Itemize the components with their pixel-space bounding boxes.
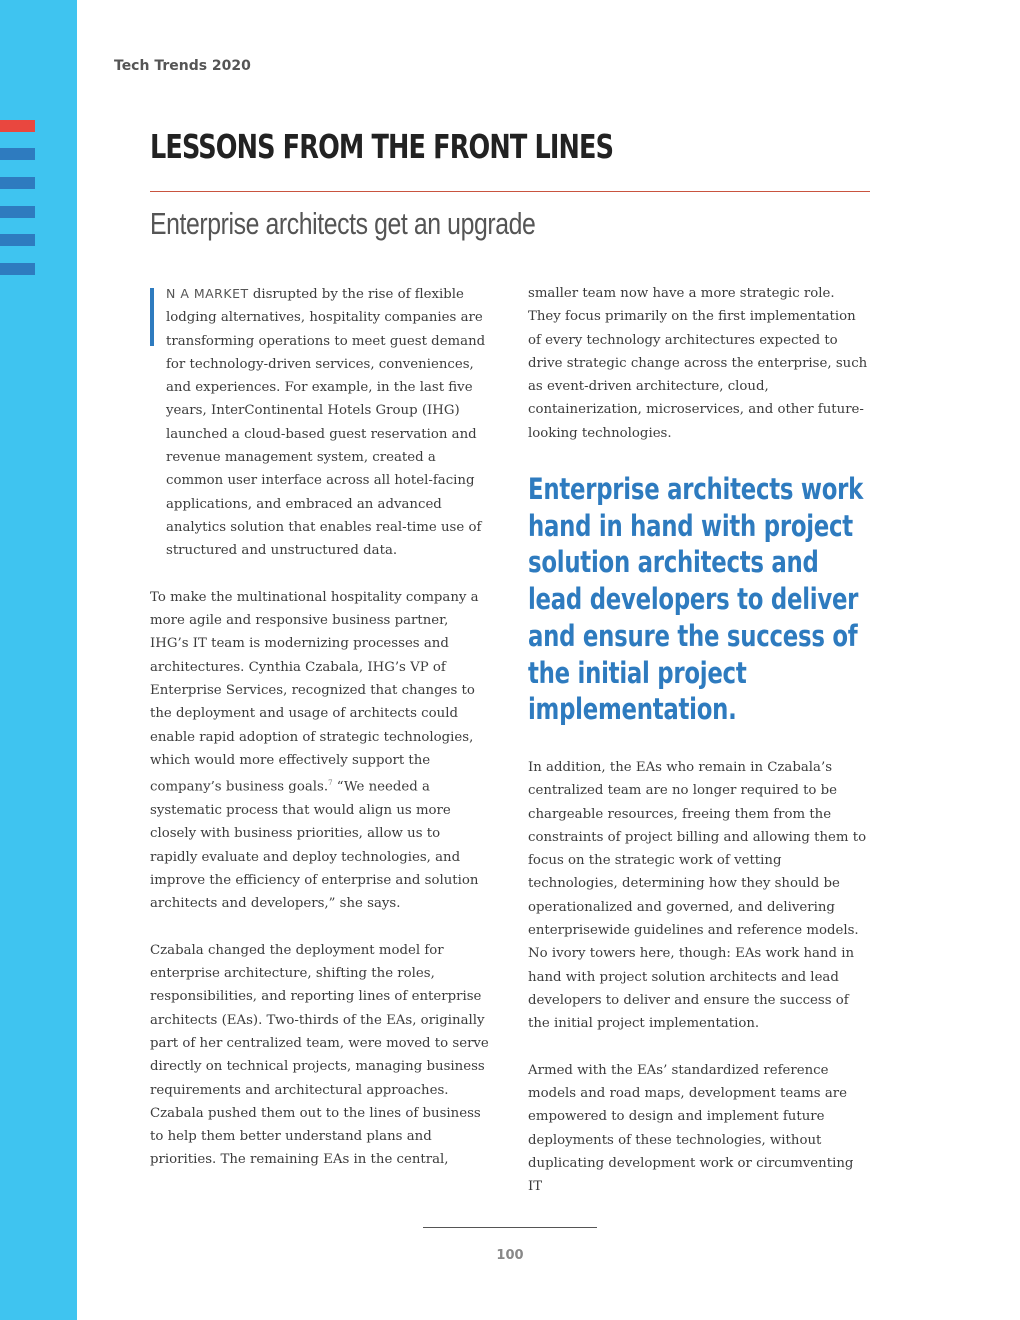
body-paragraph-3: Czabala changed the deployment model for enterprise architecture, shifting the roles, responsibilities, and reporting lines of enterprise architects (EAs). Two-thirds of the EAs, originally part of her centralized team, were moved to serve directly on technical projects, managing business requirements and architectural approaches. Czabala pushed them out to the lines of business to help them better understand plans and priorities. The remaining EAs in the central, bbox=[150, 942, 489, 1168]
dropcap-bar bbox=[150, 288, 154, 346]
stripe-blue-2 bbox=[0, 177, 35, 189]
section-title: LESSONS FROM THE FRONT LINES bbox=[150, 127, 614, 166]
body-paragraph-5: In addition, the EAs who remain in Czabala’s centralized team are no longer required to be chargeable resources, freeing them from the constraints of project billing and allowing them to focus on the strategic work of vetting technologies, determining how they should be operationalized and governed, and delivering enterprisewide guidelines and reference models. No ivory towers here, though: EAs work hand in hand with project solution architects and lead developers to deliver and ensure the success of the initial project implementation. bbox=[528, 760, 867, 1032]
body-paragraph-2 bbox=[150, 586, 490, 916]
right-column bbox=[528, 282, 870, 1222]
body-paragraph-6: Armed with the EAs’ standardized reference models and road maps, development teams are empowered to design and implement future deployments of these technologies, without duplicating development work or circumventing IT bbox=[528, 1062, 854, 1195]
body-paragraph-1 bbox=[150, 282, 490, 563]
stripe-blue-3 bbox=[0, 206, 35, 218]
running-head: Tech Trends 2020 bbox=[114, 58, 251, 74]
endnote-marker[interactable]: 7 bbox=[328, 779, 333, 788]
paragraph-2-text: To make the multinational hospitality company a more agile and responsive business partner, IHG’s IT team is modernizing processes and architectures. Cynthia Czabala, IHG’s VP of Enterprise Services, recognized that changes to the deployment and usage of architects could enable rapid adoption of strategic technologies, which would more effectively support the company’s business goals. bbox=[150, 589, 479, 795]
stripe-red bbox=[0, 120, 35, 132]
page-number: 100 bbox=[496, 1248, 524, 1263]
stripe-blue-1 bbox=[0, 148, 35, 160]
body-paragraph-4: smaller team now have a more strategic role. They focus primarily on the first implementation of every technology architectures expected to drive strategic change across the enterprise, such as event-driven architecture, cloud, containerization, microservices, and other future-looking technologies. bbox=[528, 286, 868, 441]
left-column bbox=[150, 282, 490, 1195]
title-rule bbox=[150, 191, 870, 192]
footer-rule bbox=[423, 1227, 597, 1228]
stripe-blue-5 bbox=[0, 263, 35, 275]
side-color-band bbox=[0, 0, 77, 1320]
section-subtitle: Enterprise architects get an upgrade bbox=[150, 206, 536, 241]
pull-quote: Enterprise architects work hand in hand with project solution architects and lead developers to deliver and ensure the success of the initial project implementation. bbox=[528, 472, 864, 727]
paragraph-1-text: disrupted by the rise of flexible lodging alternatives, hospitality companies are transforming operations to meet guest demand for technology-driven services, conveniences, and experiences. For example, in the last five years, InterContinental Hotels Group (IHG) launched a cloud-based guest reservation and revenue management system, created a common user interface across all hotel-facing applications, and embraced an advanced analytics solution that enables real-time use of structured and unstructured data. bbox=[166, 287, 486, 559]
lead-in-smallcaps: N A MARKET bbox=[166, 286, 249, 301]
paragraph-2-quote: “We needed a systematic process that would align us more closely with business priorities, allow us to rapidly evaluate and deploy technologies, and improve the efficiency of enterprise and solution architects and developers,” she says. bbox=[150, 779, 479, 912]
stripe-blue-4 bbox=[0, 234, 35, 246]
